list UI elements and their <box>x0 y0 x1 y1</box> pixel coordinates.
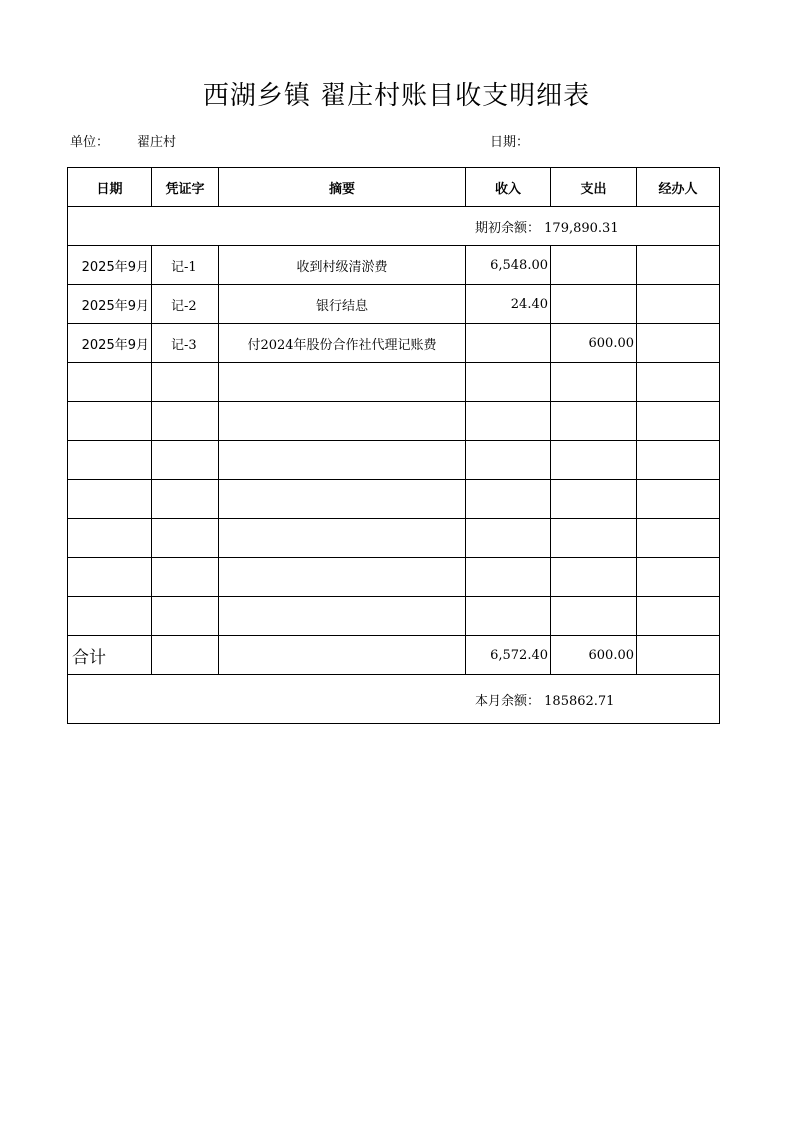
cell-income: 6,548.00 <box>466 246 551 285</box>
unit-value: 翟庄村 <box>137 135 177 150</box>
cell-summary <box>219 402 466 441</box>
cell-expense: 600.00 <box>551 324 637 363</box>
cell-handler <box>637 324 720 363</box>
cell-income <box>466 597 551 636</box>
cell-date <box>68 519 152 558</box>
closing-balance-value: 185862.71 <box>544 693 615 709</box>
total-summary-cell <box>219 636 466 675</box>
cell-voucher <box>152 558 219 597</box>
closing-balance-cell <box>68 675 720 724</box>
cell-handler <box>637 480 720 519</box>
cell-voucher: 记-1 <box>152 246 219 285</box>
cell-expense <box>551 246 637 285</box>
cell-date: 2025年9月 <box>68 324 152 363</box>
cell-summary <box>219 480 466 519</box>
cell-voucher <box>152 597 219 636</box>
cell-summary <box>219 597 466 636</box>
cell-summary <box>219 363 466 402</box>
cell-handler <box>637 441 720 480</box>
cell-handler <box>637 246 720 285</box>
header-row <box>68 168 720 207</box>
cell-expense <box>551 441 637 480</box>
date-label: 日期： <box>490 135 530 150</box>
cell-handler <box>637 597 720 636</box>
cell-date <box>68 363 152 402</box>
cell-voucher <box>152 480 219 519</box>
cell-income <box>466 402 551 441</box>
total-label: 合计 <box>68 636 152 675</box>
cell-expense <box>551 480 637 519</box>
cell-income <box>466 441 551 480</box>
cell-date: 2025年9月 <box>68 285 152 324</box>
page-title: 西湖乡镇 翟庄村账目收支明细表 <box>202 81 591 111</box>
total-expense: 600.00 <box>551 636 637 675</box>
cell-voucher <box>152 519 219 558</box>
cell-voucher: 记-3 <box>152 324 219 363</box>
closing-balance-row <box>68 675 720 724</box>
cell-date <box>68 480 152 519</box>
cell-handler <box>637 558 720 597</box>
cell-income <box>466 558 551 597</box>
table-row <box>68 519 720 558</box>
total-income: 6,572.40 <box>466 636 551 675</box>
opening-balance-cell <box>68 207 720 246</box>
header-voucher: 凭证字 <box>152 168 219 207</box>
unit-label: 单位： <box>70 135 110 150</box>
table-row <box>68 285 720 324</box>
header-summary: 摘要 <box>219 168 466 207</box>
cell-voucher: 记-2 <box>152 285 219 324</box>
cell-income <box>466 363 551 402</box>
cell-expense <box>551 519 637 558</box>
closing-balance-label: 本月余额： <box>475 693 541 709</box>
cell-expense <box>551 558 637 597</box>
table-row <box>68 402 720 441</box>
cell-expense <box>551 597 637 636</box>
cell-date <box>68 597 152 636</box>
table-row <box>68 246 720 285</box>
cell-handler <box>637 285 720 324</box>
table-row <box>68 324 720 363</box>
table-row <box>68 480 720 519</box>
opening-balance-label: 期初余额： <box>475 220 541 236</box>
cell-summary <box>219 519 466 558</box>
cell-expense <box>551 363 637 402</box>
cell-income <box>466 480 551 519</box>
cell-expense <box>551 285 637 324</box>
table-row <box>68 441 720 480</box>
cell-date <box>68 402 152 441</box>
cell-voucher <box>152 402 219 441</box>
table-row <box>68 558 720 597</box>
cell-income <box>466 324 551 363</box>
cell-summary <box>219 441 466 480</box>
total-voucher-cell <box>152 636 219 675</box>
total-handler-cell <box>637 636 720 675</box>
header-date: 日期 <box>68 168 152 207</box>
cell-handler <box>637 402 720 441</box>
cell-summary: 收到村级清淤费 <box>219 246 466 285</box>
cell-summary: 银行结息 <box>219 285 466 324</box>
cell-income <box>466 519 551 558</box>
opening-balance-value: 179,890.31 <box>544 220 619 236</box>
cell-date <box>68 441 152 480</box>
cell-voucher <box>152 363 219 402</box>
cell-date <box>68 558 152 597</box>
cell-handler <box>637 363 720 402</box>
cell-summary <box>219 558 466 597</box>
ledger-table <box>67 167 720 724</box>
header-expense: 支出 <box>551 168 637 207</box>
cell-voucher <box>152 441 219 480</box>
cell-income: 24.40 <box>466 285 551 324</box>
cell-summary: 付2024年股份合作社代理记账费 <box>219 324 466 363</box>
cell-date: 2025年9月 <box>68 246 152 285</box>
header-income: 收入 <box>466 168 551 207</box>
table-row <box>68 363 720 402</box>
cell-expense <box>551 402 637 441</box>
cell-handler <box>637 519 720 558</box>
header-handler: 经办人 <box>637 168 720 207</box>
total-row <box>68 636 720 675</box>
table-row <box>68 597 720 636</box>
opening-balance-row <box>68 207 720 246</box>
